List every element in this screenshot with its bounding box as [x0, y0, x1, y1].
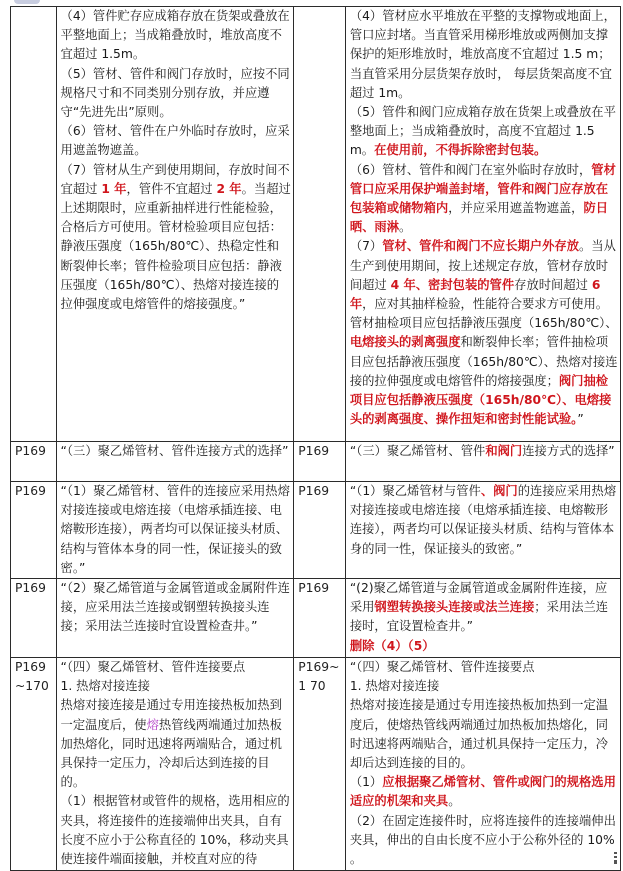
old-page-cell: P169: [11, 442, 57, 482]
table-row: [11, 442, 621, 482]
old-subsection-title: 1. 热熔对接连接: [60, 679, 150, 694]
old-text-cell: “（三）聚乙烯管材、管件连接方式的选择”: [56, 442, 294, 482]
new-step-1: （1）应根据聚乙烯管材、管件或阀门的规格选用适应的机架和夹具。: [349, 775, 616, 809]
highlight-text: 应根据聚乙烯管材、管件或阀门的规格选用适应的机架和夹具: [349, 775, 616, 809]
highlight-text: 、阀门: [480, 484, 518, 498]
new-page-cell: [294, 7, 346, 442]
old-clause-7: （7）管材从生产到使用期间，存放时间不宜超过 1 年，管件不宜超过 2 年。当超过上述期限时，应重新抽样进行性能检验，合格后方可使用。管材检验项目应包括：静液压强度（165h/80℃）、热稳定性和断裂伸长率；管件检验项目应包括：静液压强度（165h/80℃）、热熔对接连接的拉伸强度或电熔管件的熔接强度。”: [60, 162, 291, 312]
old-step-1: （1）根据管材或管件的规格，选用相应的夹具，将连接件的连接端伸出夹具，自有长度不应小于公称直径的 10%，移动夹具使连接件端面接触，并校直对应的待: [60, 794, 290, 867]
new-text-cell: [345, 658, 620, 871]
highlight-text: 阀门抽检项目应包括静液压强度（165h/80℃）、电熔接头的剥离强度、操作扭矩和密封性能试验。: [349, 373, 612, 427]
new-clause-5: （5）管件和阀门应成箱存放在货架上或叠放在平整地面上；当成箱叠放时，高度不宜超过 1.5m。在使用前，不得拆除密封包装。: [349, 105, 616, 158]
table-row: [11, 7, 621, 442]
highlight-text: 管材管口应采用保护端盖封堵，管件和阀门应存放在包装箱或储物箱内: [349, 162, 616, 216]
new-text-cell: [345, 7, 620, 442]
new-text-cell: “（1）聚乙烯管材与管件、阀门的连接应采用热熔对接连接或电熔连接（电熔承插连接、电熔鞍形连接），两者均可以保证接头材质、结构与管体本身的同一性，保证接头的致密。”: [345, 482, 620, 579]
new-page-cell: P169: [294, 482, 346, 579]
highlight-text: 电熔接头的剥离强度: [349, 335, 461, 350]
highlight-text: 4 年、密封包装的管件: [390, 277, 515, 292]
new-clause-6: （6）管材、管件和阀门在室外临时存放时，管材管口应采用保护端盖封堵，管件和阀门应存放在包装箱或储物箱内，并应采用遮盖物遮盖，防日晒、雨淋。: [349, 162, 616, 235]
new-text-cell: “(2)聚乙烯管道与金属管道或金属附件连接，应采用钢塑转换接头连接或法兰连接；采用法兰连接时，宜设置检查井。” 删除（4）（5）: [345, 579, 620, 658]
old-description: 热熔对接连接是通过专用连接热板加热到一定温度后，使熔热管线两端通过加热板加热熔化，同时迅速将两端贴合，通过机具保持一定压力，冷却后达到连接的目的。: [60, 698, 282, 790]
old-clause-4: （4）管件贮存应成箱存放在货架或叠放在平整地面上；当成箱叠放时，堆放高度不宜超过 1.5m。: [60, 9, 290, 62]
new-clause-4: （4）管材应水平堆放在平整的支撑物或地面上，管口应封堵。当直管采用梯形堆放或两侧加支撑保护的矩形堆放时，堆放高度不宜超过 1.5 m；当直管采用分层货架存放时， 每层货架高度不宜超过 1m。: [349, 9, 616, 100]
table-row: [11, 658, 621, 871]
table-row: [11, 482, 621, 579]
old-clause-6: （6）管材、管件在户外临时存放时，应采用遮盖物遮盖。: [60, 124, 290, 158]
new-page-cell: P169~1 70: [294, 658, 346, 871]
highlight-text: 防日晒、雨淋: [349, 201, 609, 235]
new-step-2: （2）在固定连接件时，应将连接件的连接端伸出夹具，伸出的自由长度不应小于公称外径的 10% 。: [349, 813, 616, 867]
new-page-cell: P169: [294, 442, 346, 482]
deleted-note: 删除（4）（5）: [349, 638, 435, 653]
highlight-text: 6 年: [349, 277, 601, 312]
top-decoration: [14, 0, 40, 4]
new-subsection-title: 1. 热熔对接连接: [349, 679, 440, 694]
typo-mark: 熔: [146, 717, 159, 732]
old-text-cell: “（2）聚乙烯管道与金属管道或金属附件连接，应采用法兰连接或钢塑转换接头连接；采用法兰连接时宜设置检查井。”: [56, 579, 294, 658]
old-text-cell: “（1）聚乙烯管材、管件的连接应采用热熔对接连接或电熔连接（电熔承插连接、电熔鞍形连接），两者均可以保证接头材质、结构与管体本身的同一性，保证接头的致密。”: [56, 482, 294, 579]
table-row: [11, 579, 621, 658]
highlight-text: 管材、管件和阀门不应长期户外存放: [382, 239, 579, 254]
new-text-cell: “（三）聚乙烯管材、管件和阀门连接方式的选择”: [345, 442, 620, 482]
old-section-title: “（四）聚乙烯管材、管件连接要点: [60, 660, 246, 675]
old-page-cell: [11, 7, 57, 442]
old-clause-5: （5）管材、管件和阀门存放时，应按不同规格尺寸和不同类别分别存放，并应遵守“先进先出”原则。: [60, 66, 290, 120]
old-page-cell: P169: [11, 482, 57, 579]
text-cursor-icon: [614, 852, 617, 864]
new-clause-7: （7）管材、管件和阀门不应长期户外存放。当从生产到使用期间，按上述规定存放，管材存放时间超过 4 年、密封包装的管件存放时间超过 6 年，应对其抽样检验，性能符合要求方可使用。管材抽检项目应包括静液压强度（165h/80℃）、电熔接头的剥离强度和断裂伸长率；管件抽检项目应包括静液压强度（165h/80℃）、热熔对接连接的拉伸强度或电熔管件的熔接强度；阀门抽检项目应包括静液压强度（165h/80℃）、电熔接头的剥离强度、操作扭矩和密封性能试验。”: [349, 239, 618, 427]
new-page-cell: P169: [294, 579, 346, 658]
highlight-text: 2 年: [216, 181, 242, 196]
old-text-cell: [56, 658, 294, 871]
highlight-text: 和阀门: [485, 444, 523, 458]
highlight-text: 1 年: [101, 181, 127, 196]
old-page-cell: P169 ~170: [11, 658, 57, 871]
comparison-table: [10, 6, 621, 871]
highlight-text: 钢塑转换接头连接或法兰连接: [374, 600, 535, 615]
highlight-text: 在使用前，不得拆除密封包装。: [374, 143, 547, 158]
old-page-cell: P169: [11, 579, 57, 658]
new-section-title: “（四）聚乙烯管材、管件连接要点: [349, 660, 535, 675]
new-description: 热熔对接连接是通过专用连接热板加热到一定温度后，使熔热管线两端通过加热板加热熔化，同时迅速将两端贴合，通过机具保持一定压力，冷却后达到连接的目的。: [349, 698, 609, 771]
old-text-cell: [56, 7, 294, 442]
